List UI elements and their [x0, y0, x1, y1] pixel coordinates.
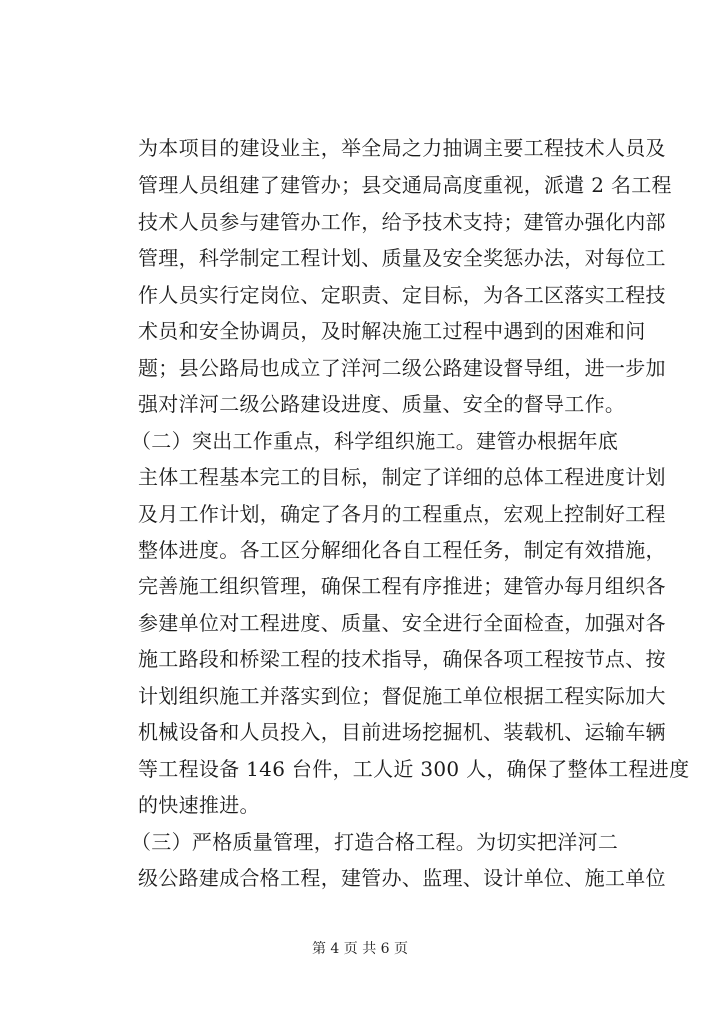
text-line: 强对洋河二级公路建设进度、质量、安全的督导工作。	[138, 392, 626, 416]
section-heading-line: （二）突出工作重点，科学组织施工。建管办根据年底	[131, 429, 619, 453]
text-line: 为本项目的建设业主，举全局之力抽调主要工程技术人员及	[138, 136, 666, 160]
section-heading-line: （三）严格质量管理，打造合格工程。为切实把洋河二	[131, 830, 619, 854]
text-line: 管理，科学制定工程计划、质量及安全奖惩办法，对每位工	[138, 246, 666, 270]
text-line: 术员和安全协调员，及时解决施工过程中遇到的困难和问	[138, 319, 646, 343]
text-line: 级公路建成合格工程，建管办、监理、设计单位、施工单位	[138, 866, 666, 890]
text-line: 计划组织施工并落实到位；督促施工单位根据工程实际加大	[138, 684, 666, 708]
text-line: 等工程设备 146 台件，工人近 300 人，确保了整体工程进度	[138, 757, 690, 781]
text-line: 技术人员参与建管办工作，给予技术支持；建管办强化内部	[138, 210, 666, 234]
text-line: 管理人员组建了建管办；县交通局高度重视，派遣 2 名工程	[138, 173, 672, 197]
text-line: 及月工作计划，确定了各月的工程重点，宏观上控制好工程	[138, 502, 666, 526]
text-line: 完善施工组织管理，确保工程有序推进；建管办每月组织各	[138, 574, 666, 598]
text-line: 题；县公路局也成立了洋河二级公路建设督导组，进一步加	[138, 356, 666, 380]
text-line: 整体进度。各工区分解细化各自工程任务，制定有效措施，	[138, 538, 666, 562]
text-line: 参建单位对工程进度、质量、安全进行全面检查，加强对各	[138, 611, 666, 635]
text-line: 机械设备和人员投入，目前进场挖掘机、装载机、运输车辆	[138, 720, 666, 744]
text-line: 施工路段和桥梁工程的技术指导，确保各项工程按节点、按	[138, 647, 666, 671]
page-number-footer: 第 4 页 共 6 页	[311, 941, 409, 957]
text-line: 主体工程基本完工的目标，制定了详细的总体工程进度计划	[138, 465, 666, 489]
text-line: 的快速推进。	[138, 793, 260, 817]
text-line: 作人员实行定岗位、定职责、定目标，为各工区落实工程技	[138, 283, 666, 307]
